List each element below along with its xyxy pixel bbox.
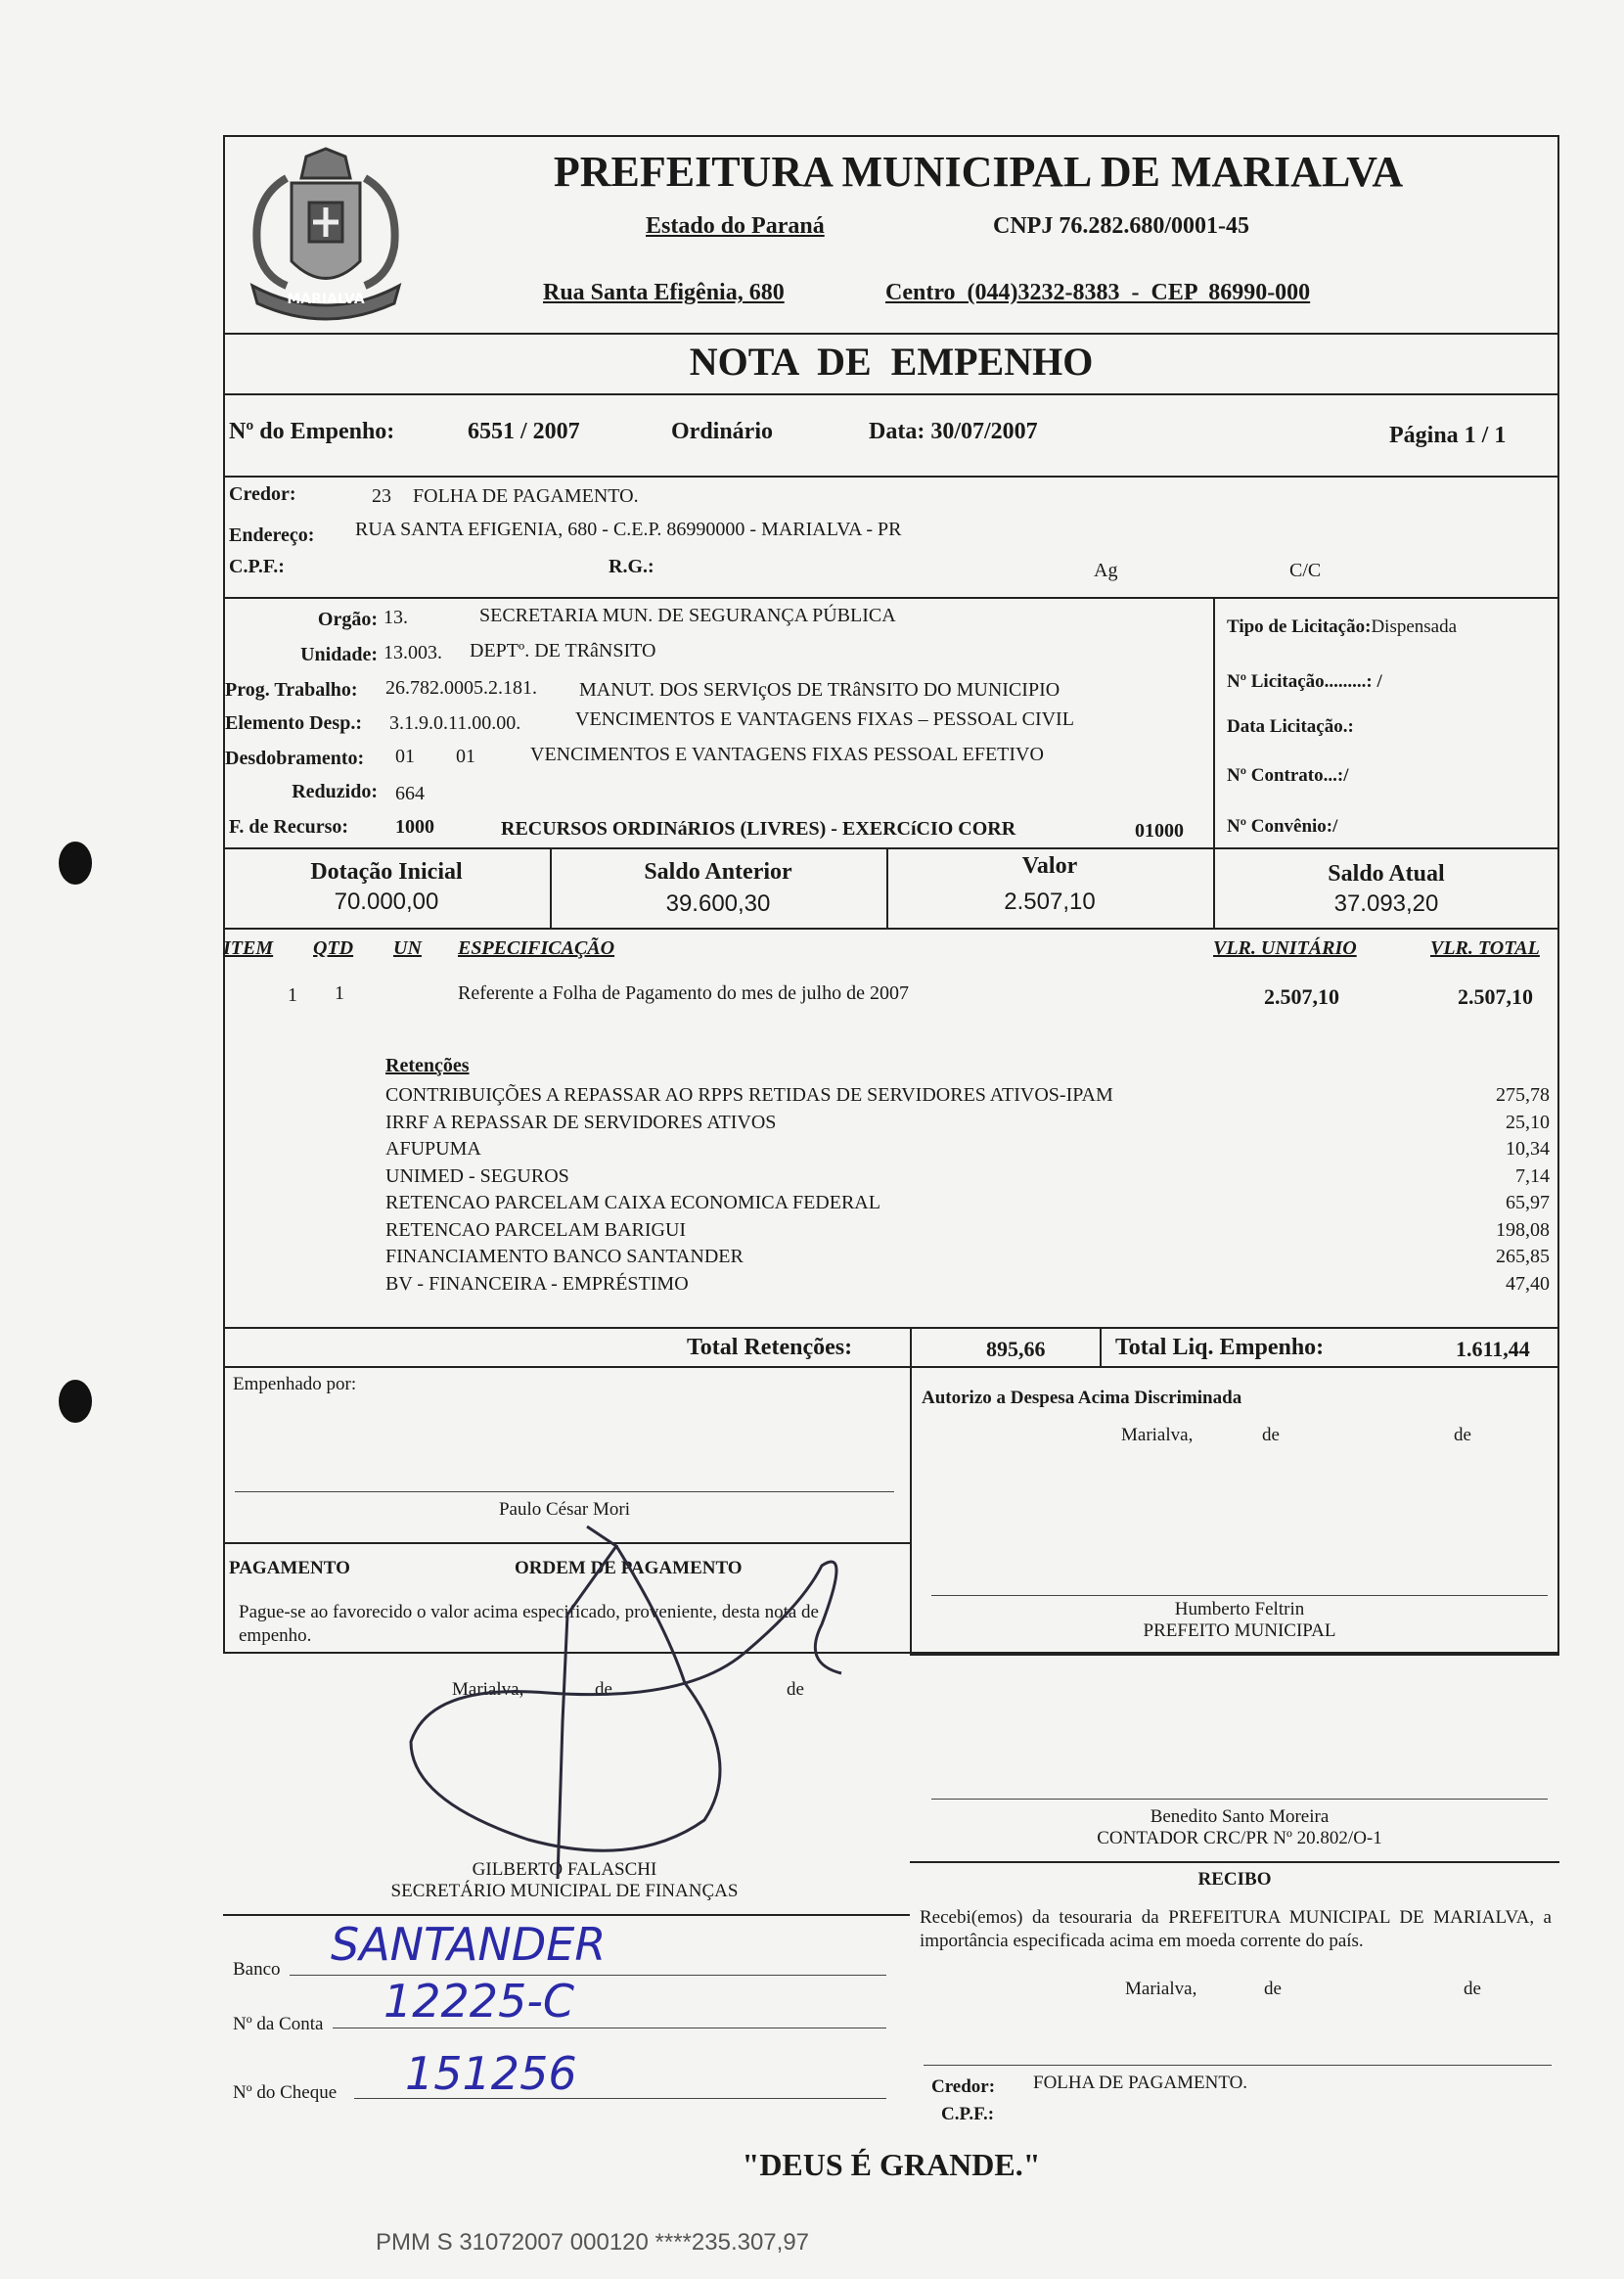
col-especificacao: ESPECIFICAÇÃO (458, 937, 615, 959)
punch-hole-top (59, 842, 92, 885)
desdobramento-desc: VENCIMENTOS E VANTAGENS FIXAS PESSOAL EFETIVO (530, 744, 1044, 765)
recibo-cpf-label: C.P.F.: (941, 2104, 995, 2124)
cnpj: CNPJ 76.282.680/0001-45 (993, 213, 1249, 239)
fonte-desc: RECURSOS ORDINáRIOS (LIVRES) - EXERCíCIO CORR (501, 818, 1016, 840)
tipo-licitacao: Tipo de Licitação:Dispensada (1227, 616, 1458, 637)
orgao-code: 13. (383, 607, 408, 628)
street-address: Rua Santa Efigênia, 680 (543, 280, 785, 305)
col-item: ITEM (223, 937, 274, 959)
col-qtd: QTD (313, 937, 354, 959)
empenhado-signer: Paulo César Mori (498, 1499, 631, 1520)
crest-text: MARIALVA (287, 292, 365, 307)
fonte-code: 1000 (395, 816, 434, 838)
autorizo-title: Autorizo a Despesa Acima Discriminada (922, 1388, 1242, 1408)
item-total-value: 2.507,10 (1458, 984, 1533, 1009)
unidade-desc: DEPTº. DE TRâNSITO (470, 640, 656, 661)
item-qtd: 1 (335, 982, 344, 1004)
contador-name: Benedito Santo Moreira (1150, 1806, 1330, 1827)
desdobramento-a: 01 (395, 746, 415, 767)
conta-value: 12225-C (383, 1975, 575, 2028)
recibo-credor-label: Credor: (931, 2076, 996, 2097)
item-number: 1 (288, 984, 297, 1006)
retencao-description: RETENCAO PARCELAM BARIGUI (385, 1218, 687, 1241)
recibo-de2: de (1464, 1979, 1481, 1999)
empenho-date: Data: 30/07/2007 (869, 419, 1038, 444)
fonte-code-right: 01000 (1135, 820, 1184, 842)
dotacao-value: 70.000,00 (334, 889, 439, 915)
prefeito-role: PREFEITO MUNICIPAL (1143, 1620, 1336, 1641)
ag-label: Ag (1094, 560, 1118, 581)
numero-licitacao: Nº Licitação.........: / (1227, 671, 1382, 692)
conta-label: Nº da Conta (233, 2014, 324, 2034)
rg-label: R.G.: (609, 556, 654, 577)
retencao-value: 265,85 (1496, 1246, 1550, 1267)
elemento-code: 3.1.9.0.11.00.00. (389, 712, 521, 734)
credor-label: Credor: (229, 483, 296, 505)
pagamento-text: Pague-se ao favorecido o valor acima especificado, proveniente, desta nota de empenho. (239, 1602, 819, 1646)
reduzido-label: Reduzido: (292, 781, 378, 802)
item-description: Referente a Folha de Pagamento do mes de julho de 2007 (458, 982, 909, 1004)
data-licitacao: Data Licitação.: (1227, 716, 1354, 737)
autorizo-de1: de (1262, 1425, 1280, 1445)
orgao-desc: SECRETARIA MUN. DE SEGURANÇA PÚBLICA (479, 605, 896, 626)
col-vlr-unitario: VLR. UNITÁRIO (1213, 937, 1357, 959)
retencao-value: 198,08 (1496, 1218, 1550, 1241)
reduzido-code: 664 (395, 783, 425, 804)
fonte-label: F. de Recurso: (229, 816, 349, 838)
retencao-description: AFUPUMA (385, 1138, 481, 1160)
retencao-value: 65,97 (1506, 1192, 1550, 1213)
empenho-type: Ordinário (671, 419, 774, 444)
punch-hole-bottom (59, 1380, 92, 1423)
cheque-label: Nº do Cheque (233, 2082, 338, 2103)
total-liquido-value: 1.611,44 (1456, 1337, 1530, 1361)
pagamento-city: Marialva, (452, 1679, 524, 1700)
desdobramento-b: 01 (456, 746, 475, 767)
empenho-number: 6551 / 2007 (468, 419, 580, 444)
orgao-label: Orgão: (317, 609, 378, 630)
prog-code: 26.782.0005.2.181. (385, 677, 537, 699)
prefeito-name: Humberto Feltrin (1174, 1599, 1305, 1619)
prog-desc: MANUT. DOS SERVIçOS DE TRâNSITO DO MUNICIPIO (579, 679, 1060, 701)
retencao-description: FINANCIAMENTO BANCO SANTANDER (385, 1246, 744, 1267)
total-retencoes-value: 895,66 (986, 1337, 1046, 1361)
valor-value: 2.507,10 (1004, 889, 1096, 915)
saldo-anterior-value: 39.600,30 (665, 890, 771, 917)
pagamento-label: PAGAMENTO (229, 1558, 350, 1578)
numero-contrato: Nº Contrato...:/ (1227, 765, 1349, 786)
banco-value: SANTANDER (331, 1918, 607, 1971)
signature-scribble-icon (391, 1507, 900, 1879)
document-title: NOTA DE EMPENHO (689, 340, 1094, 384)
secretario-name: GILBERTO FALASCHI (472, 1859, 657, 1880)
valor-label: Valor (1021, 853, 1078, 879)
empenhado-label: Empenhado por: (233, 1374, 357, 1394)
credor-name: FOLHA DE PAGAMENTO. (413, 485, 639, 507)
banco-label: Banco (233, 1959, 281, 1980)
retencao-description: RETENCAO PARCELAM CAIXA ECONOMICA FEDERAL (385, 1192, 880, 1213)
retencao-value: 47,40 (1506, 1272, 1550, 1295)
autorizo-city: Marialva, (1121, 1425, 1194, 1445)
cashier-stamp: PMM S 31072007 000120 ****235.307,97 (376, 2229, 810, 2256)
retencao-value: 275,78 (1496, 1084, 1550, 1106)
page-number: Página 1 / 1 (1389, 423, 1507, 448)
retencao-value: 7,14 (1515, 1164, 1550, 1187)
state-name: Estado do Paraná (646, 213, 825, 239)
municipality-title: PREFEITURA MUNICIPAL DE MARIALVA (553, 148, 1404, 196)
motto: "DEUS É GRANDE." (742, 2147, 1041, 2182)
desdobramento-label: Desdobramento: (225, 748, 365, 769)
col-vlr-total: VLR. TOTAL (1430, 937, 1540, 959)
dotacao-label: Dotação Inicial (310, 859, 463, 885)
empenho-number-label: Nº do Empenho: (229, 419, 395, 444)
col-un: UN (393, 937, 422, 959)
contador-role: CONTADOR CRC/PR Nº 20.802/O-1 (1097, 1828, 1382, 1848)
saldo-anterior-label: Saldo Anterior (644, 859, 792, 885)
recibo-de1: de (1264, 1979, 1282, 1999)
ordem-pagamento-label: ORDEM DE PAGAMENTO (515, 1558, 743, 1578)
retencao-value: 10,34 (1506, 1138, 1550, 1160)
saldo-atual-label: Saldo Atual (1328, 861, 1445, 887)
recibo-credor: FOLHA DE PAGAMENTO. (1033, 2073, 1248, 2093)
retencao-description: CONTRIBUIÇÕES A REPASSAR AO RPPS RETIDAS DE SERVIDORES ATIVOS-IPAM (385, 1084, 1113, 1106)
elemento-desc: VENCIMENTOS E VANTAGENS FIXAS – PESSOAL CIVIL (575, 708, 1074, 730)
numero-convenio: Nº Convênio:/ (1227, 816, 1338, 837)
total-liquido-label: Total Liq. Empenho: (1115, 1335, 1325, 1360)
retencao-description: IRRF A REPASSAR DE SERVIDORES ATIVOS (385, 1111, 777, 1133)
cheque-value: 151256 (405, 2047, 577, 2100)
pagamento-de1: de (595, 1679, 612, 1700)
pagamento-de2: de (787, 1679, 804, 1700)
cc-label: C/C (1289, 560, 1322, 581)
elemento-label: Elemento Desp.: (225, 712, 362, 734)
prog-label: Prog. Trabalho: (225, 679, 358, 701)
endereco-label: Endereço: (229, 524, 315, 546)
credor-address: RUA SANTA EFIGENIA, 680 - C.E.P. 86990000 - MARIALVA - PR (355, 519, 902, 540)
unidade-code: 13.003. (383, 642, 442, 663)
retencao-description: BV - FINANCEIRA - EMPRÉSTIMO (385, 1272, 689, 1295)
recibo-text: Recebi(emos) da tesouraria da PREFEITURA MUNICIPAL DE MARIALVA, a importância especificada acima em moeda corrente do país. (920, 1907, 1552, 1951)
retencao-value: 25,10 (1506, 1111, 1550, 1133)
retencao-description: UNIMED - SEGUROS (385, 1164, 569, 1187)
recibo-city: Marialva, (1125, 1979, 1197, 1999)
retencoes-title: Retenções (385, 1055, 470, 1076)
cpf-label: C.P.F.: (229, 556, 285, 577)
total-retencoes-label: Total Retenções: (687, 1335, 853, 1360)
item-unit-value: 2.507,10 (1264, 984, 1339, 1009)
secretario-role: SECRETÁRIO MUNICIPAL DE FINANÇAS (390, 1881, 739, 1901)
address-contact: Centro (044)3232-8383 - CEP 86990-000 (885, 280, 1311, 305)
autorizo-de2: de (1454, 1425, 1471, 1445)
credor-code: 23 (372, 485, 391, 507)
municipal-crest-icon (233, 139, 419, 331)
unidade-label: Unidade: (300, 644, 378, 665)
recibo-title: RECIBO (1197, 1869, 1272, 1890)
saldo-atual-value: 37.093,20 (1333, 890, 1439, 917)
